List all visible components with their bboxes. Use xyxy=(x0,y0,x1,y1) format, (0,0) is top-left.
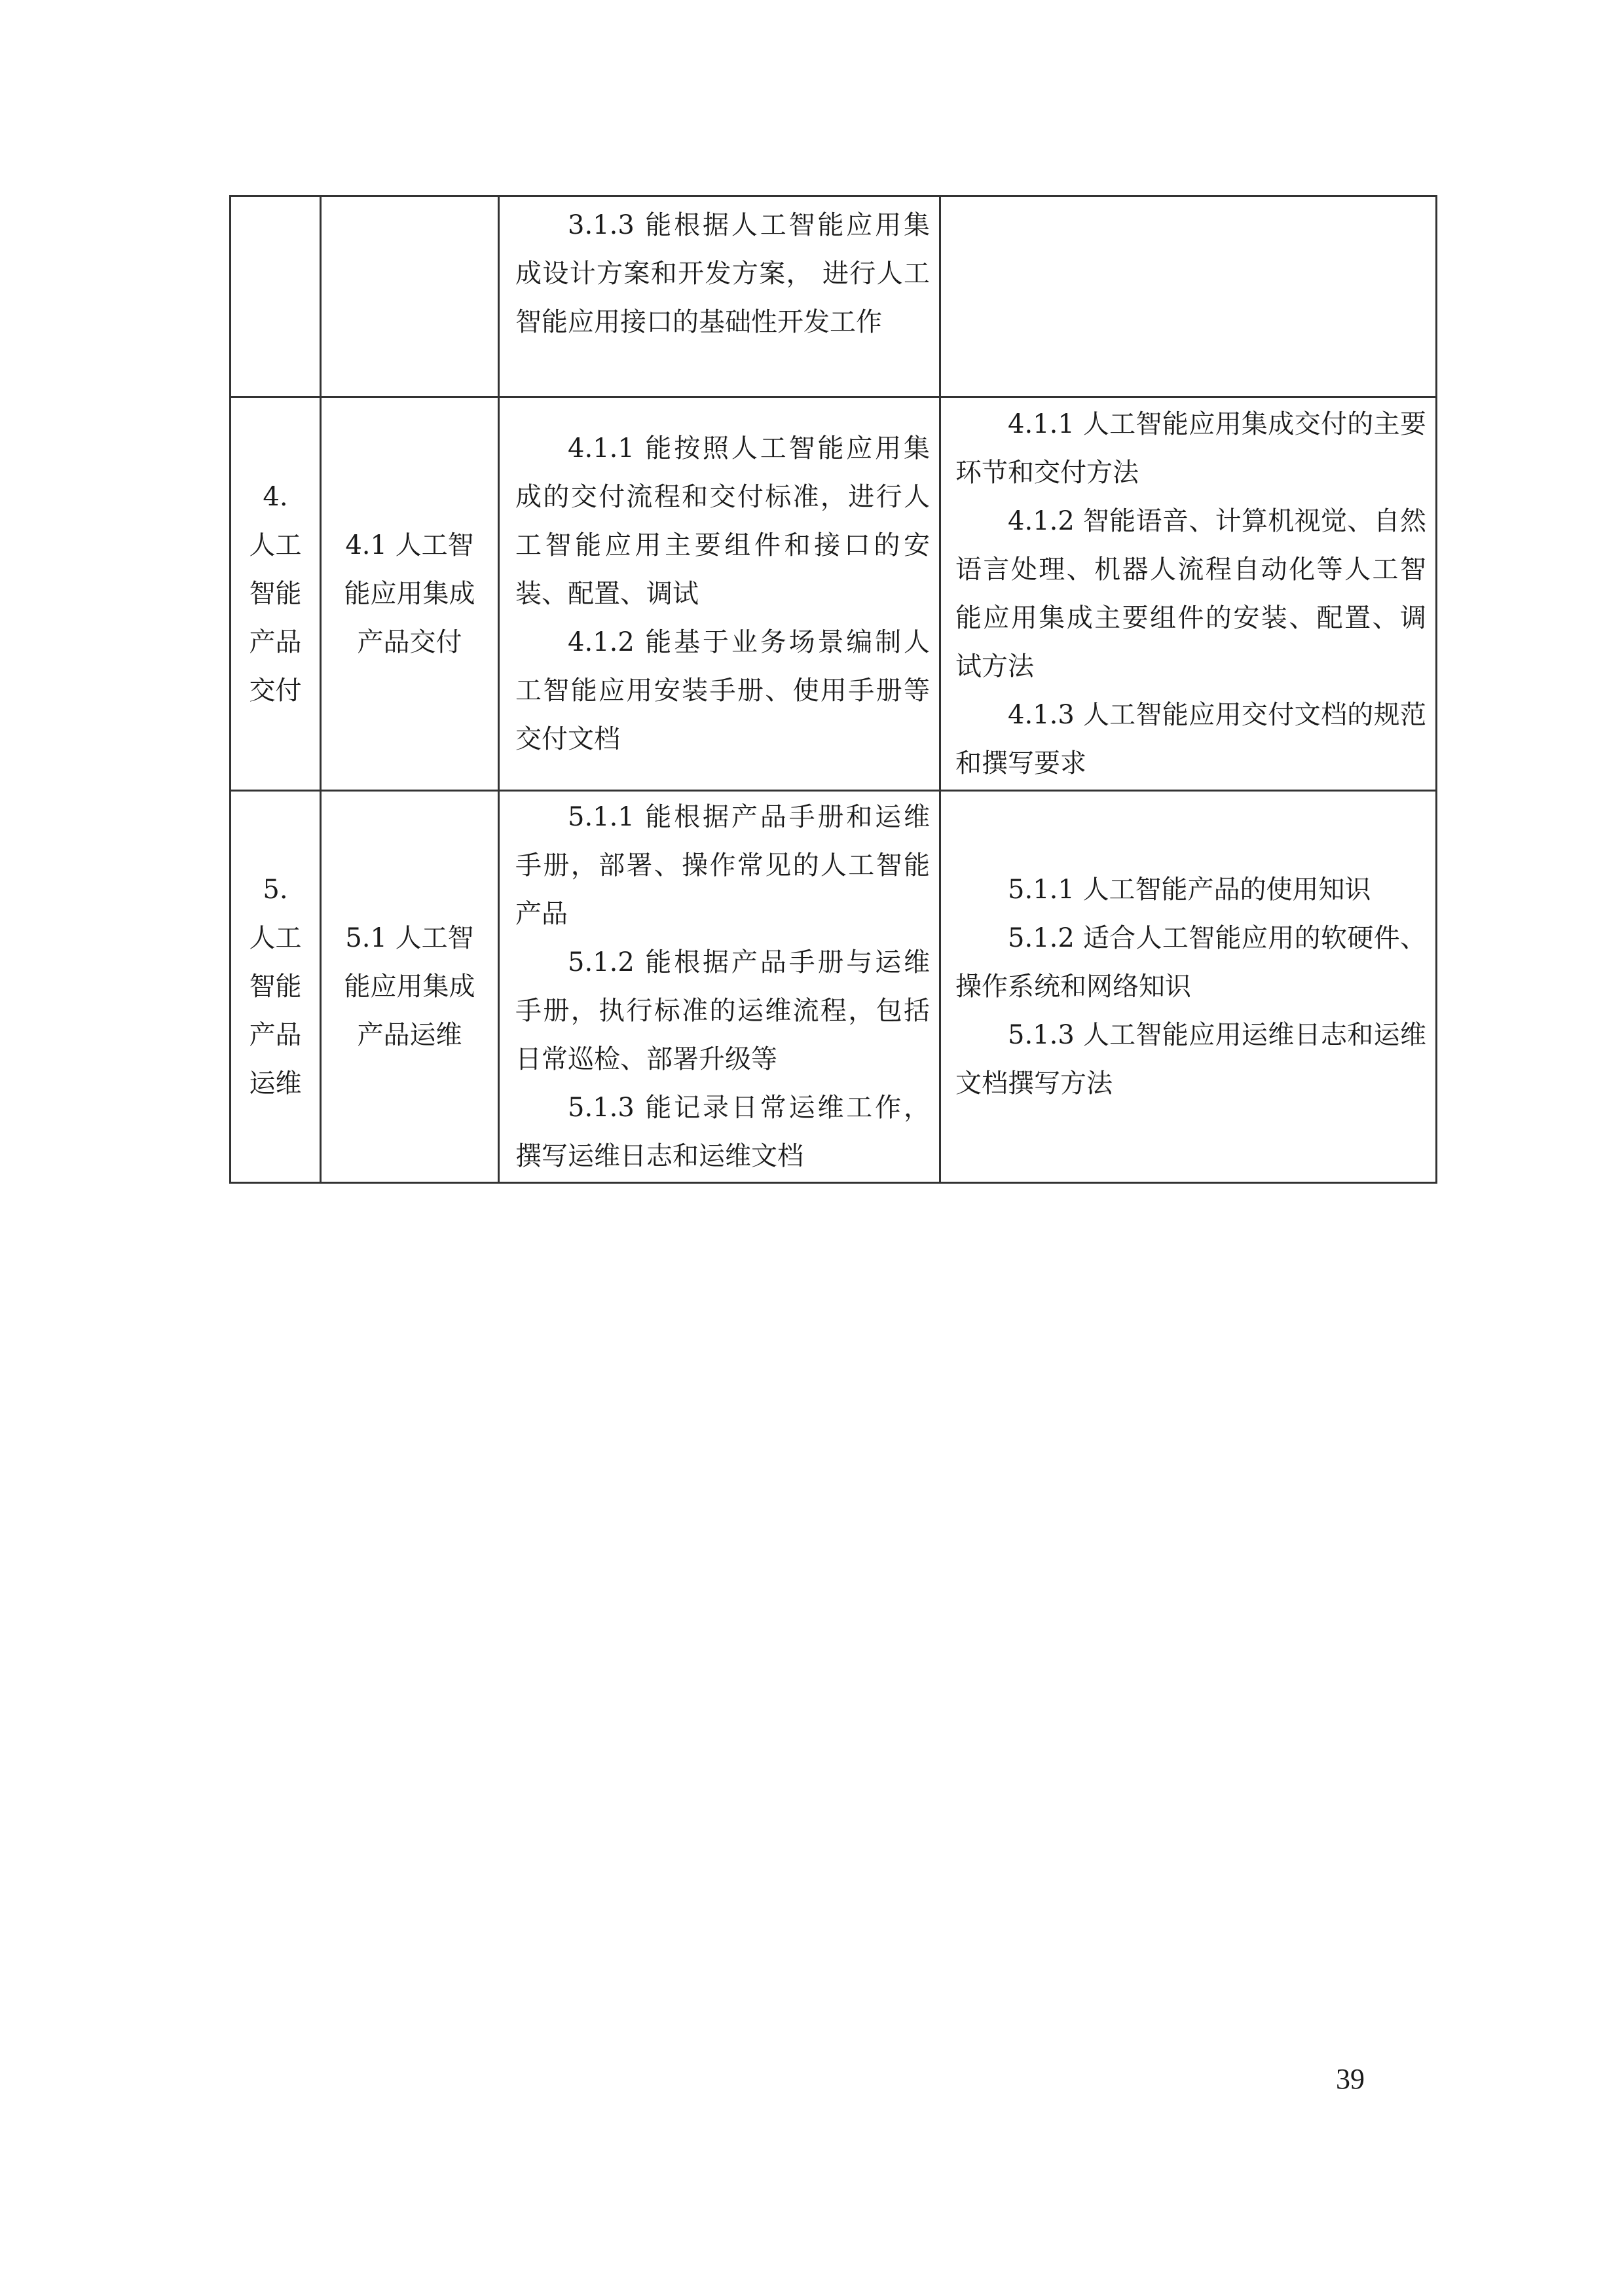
knowledge-item: 5.1.3 人工智能应用运维日志和运维文档撰写方法 xyxy=(955,1020,1426,1099)
knowledge-item: 4.1.1 人工智能应用集成交付的主要环节和交付方法 xyxy=(955,409,1426,488)
knowledge-cell xyxy=(940,397,1437,791)
table-row xyxy=(231,397,1437,791)
domain-name: 人工智能产品运维 xyxy=(249,923,302,1099)
knowledge-cell xyxy=(940,196,1437,397)
unit-name: 4.1 人工智能应用集成产品交付 xyxy=(344,530,475,657)
knowledge-cell xyxy=(940,791,1437,1183)
skill-cell xyxy=(499,397,940,791)
domain-number: 4. xyxy=(263,482,288,512)
knowledge-item: 4.1.3 人工智能应用交付文档的规范和撰写要求 xyxy=(955,700,1426,778)
table-row xyxy=(231,196,1437,397)
domain-cell xyxy=(231,397,321,791)
unit-cell xyxy=(321,397,499,791)
skill-item: 4.1.1 能按照人工智能应用集成的交付流程和交付标准，进行人工智能应用主要组件和接口的安装、配置、调试 xyxy=(515,433,930,609)
knowledge-item: 4.1.2 智能语音、计算机视觉、自然语言处理、机器人流程自动化等人工智能应用集成主要组件的安装、配置、调试方法 xyxy=(955,506,1426,682)
skill-cell xyxy=(499,791,940,1183)
skill-item: 3.1.3 能根据人工智能应用集成设计方案和开发方案， 进行人工智能应用接口的基础性开发工作 xyxy=(515,210,930,337)
domain-number: 5. xyxy=(263,875,288,905)
skill-item: 4.1.2 能基于业务场景编制人工智能应用安装手册、使用手册等交付文档 xyxy=(515,627,930,754)
skill-item: 5.1.2 能根据产品手册与运维手册，执行标准的运维流程，包括日常巡检、部署升级等 xyxy=(515,947,930,1074)
skill-item: 5.1.3 能记录日常运维工作，撰写运维日志和运维文档 xyxy=(515,1093,930,1171)
domain-cell xyxy=(231,196,321,397)
domain-name: 人工智能产品交付 xyxy=(249,530,302,706)
table-row xyxy=(231,791,1437,1183)
page-number: 39 xyxy=(1336,2063,1365,2095)
skill-cell xyxy=(499,196,940,397)
unit-name: 5.1 人工智能应用集成产品运维 xyxy=(344,923,475,1050)
unit-cell xyxy=(321,791,499,1183)
unit-cell xyxy=(321,196,499,397)
competency-table xyxy=(229,195,1437,1184)
knowledge-item: 5.1.1 人工智能产品的使用知识 xyxy=(1008,875,1371,905)
domain-cell xyxy=(231,791,321,1183)
skill-item: 5.1.1 能根据产品手册和运维手册，部署、操作常见的人工智能产品 xyxy=(515,802,930,929)
knowledge-item: 5.1.2 适合人工智能应用的软硬件、操作系统和网络知识 xyxy=(955,923,1426,1002)
